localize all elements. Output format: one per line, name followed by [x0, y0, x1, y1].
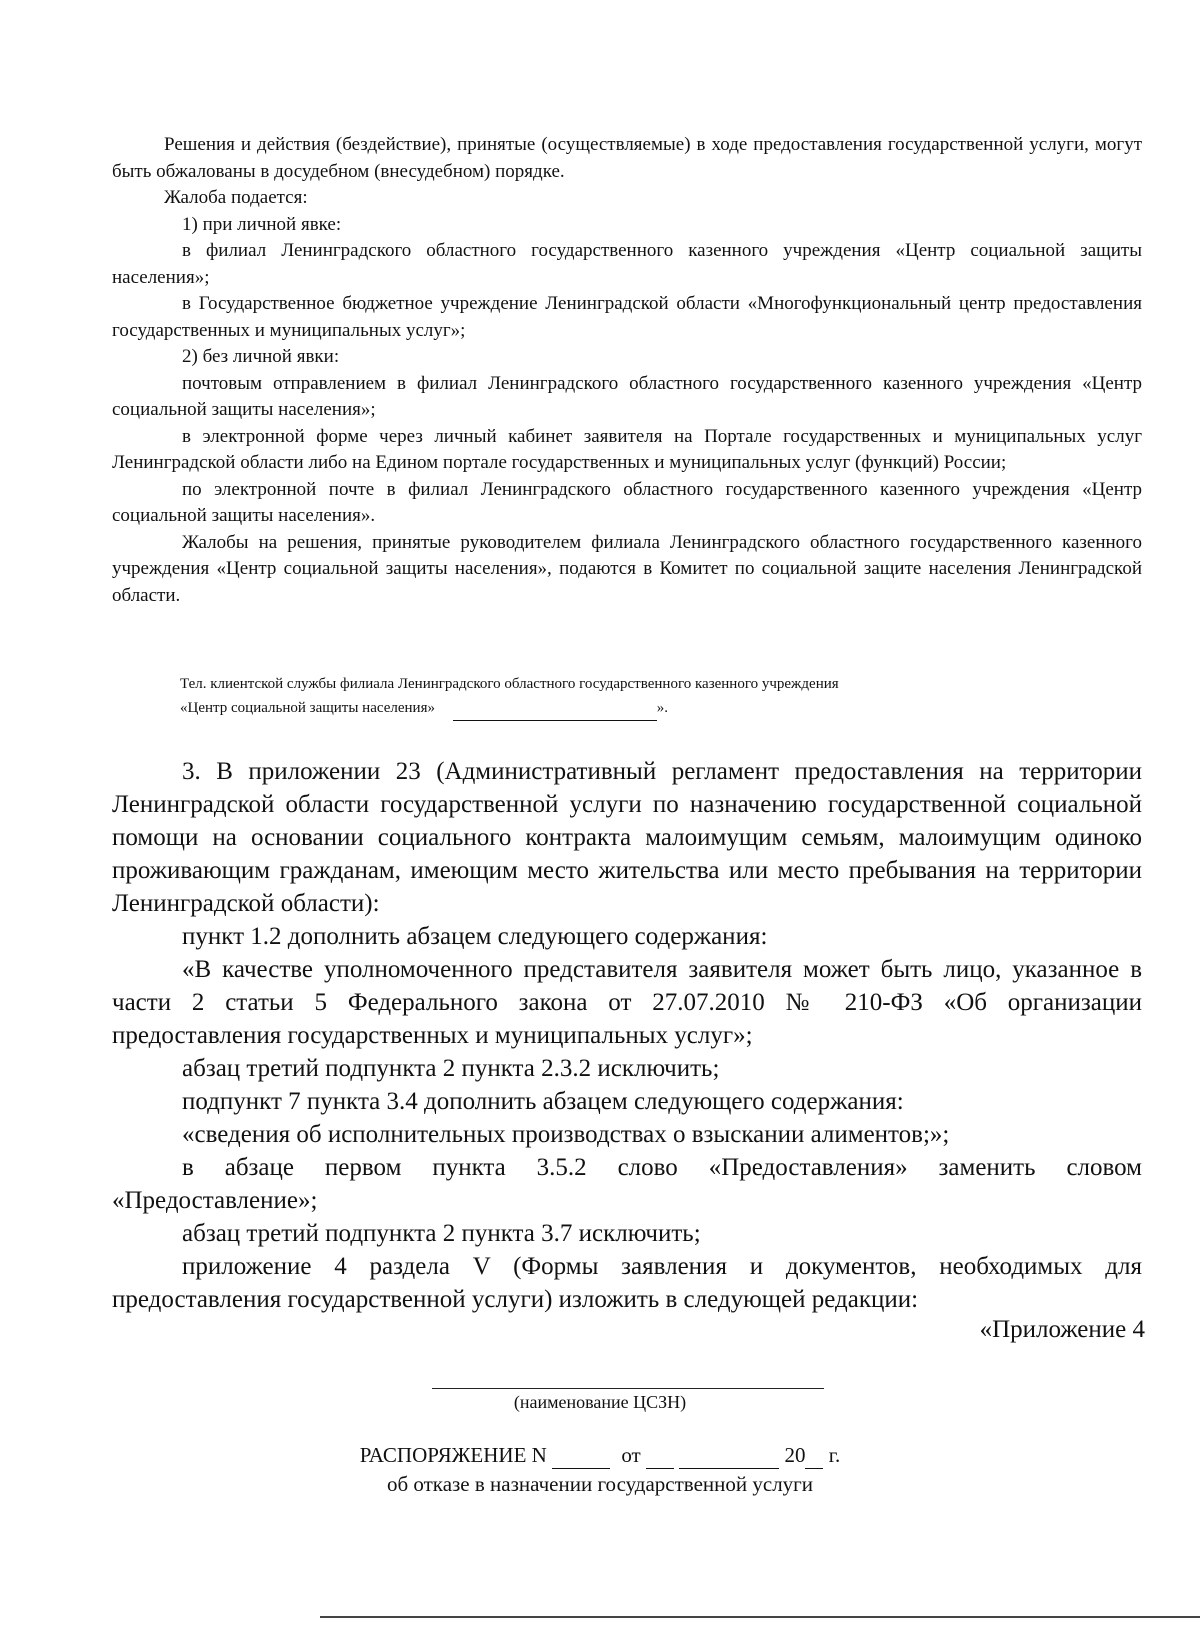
paragraph: 1) при личной явке: — [182, 213, 342, 235]
paragraph: 2) без личной явки: — [182, 346, 340, 367]
paragraph: в филиал Ленинградского областного государственного казенного учреждения «Центр социальной защиты населения»; — [112, 240, 1142, 288]
phone-note — [180, 672, 1120, 721]
phone-blank — [453, 696, 657, 721]
paragraph: 3. В приложении 23 (Административный регламент предоставления на территории Ленинградской области государственной услуги по назначению государственной социальной помощи на основании социального контракта малоимущим семьям, малоимущим одиноко проживающим гражданам, имеющим место жительства или место пребывания на территории Ленинградской области): — [112, 758, 1142, 917]
org-name-caption: (наименование ЦСЗН) — [513, 1392, 687, 1412]
paragraph: «В качестве уполномоченного представителя заявителя может быть лицо, указанное в части 2 статьи 5 Федерального закона от 27.07.2010 № 210-ФЗ «Об организации предоставления государственных и муниципальных услуг»; — [112, 956, 1142, 1049]
paragraph: подпункт 7 пункта 3.4 дополнить абзацем следующего содержания: — [182, 1088, 904, 1115]
paragraph: абзац третий подпункта 2 пункта 3.7 исключить; — [182, 1220, 701, 1247]
paragraph: в Государственное бюджетное учреждение Ленинградской области «Многофункциональный центр предоставления государственных и муниципальных услуг»; — [112, 293, 1142, 341]
paragraph: пункт 1.2 дополнить абзацем следующего содержания: — [182, 923, 768, 950]
order-title — [0, 1443, 1200, 1469]
section-3 — [112, 755, 1142, 1316]
paragraph: приложение 4 раздела V (Формы заявления и документов, необходимых для предоставления государственной услуги) изложить в следующей редакции: — [112, 1253, 1142, 1313]
scan-edge-line — [320, 1616, 1200, 1618]
year-blank — [805, 1443, 823, 1469]
paragraph: в электронной форме через личный кабинет заявителя на Портале государственных и муниципальных услуг Ленинградской области либо на Едином портале государственных и муниципальных услуг (функций) России; — [112, 425, 1142, 473]
paragraph: Решения и действия (бездействие), принятые (осуществляемые) в ходе предоставления государственной услуги, могут быть обжалованы в досудебном (внесудебном) порядке. — [112, 134, 1142, 182]
appeal-section — [112, 132, 1142, 609]
phone-note-line2 — [180, 696, 1120, 721]
paragraph: почтовым отправлением в филиал Ленинградского областного государственного казенного учреждения «Центр социальной защиты населения»; — [112, 372, 1142, 420]
day-blank — [646, 1443, 674, 1469]
appendix-label: «Приложение 4 — [979, 1316, 1145, 1343]
paragraph: абзац третий подпункта 2 пункта 2.3.2 исключить; — [182, 1055, 720, 1082]
org-name-line — [432, 1388, 824, 1389]
paragraph: «сведения об исполнительных производствах о взыскании алиментов;»; — [182, 1121, 950, 1148]
month-blank — [679, 1443, 779, 1469]
phone-note-end: ». — [656, 700, 668, 716]
paragraph: Жалоба подается: — [164, 187, 308, 208]
phone-note-org: «Центр социальной защиты населения» — [180, 700, 435, 716]
paragraph: по электронной почте в филиал Ленинградского областного государственного казенного учреждения «Центр социальной защиты населения». — [112, 478, 1142, 526]
phone-note-line1: Тел. клиентской службы филиала Ленинградского областного государственного казенного учреждения — [180, 676, 839, 692]
order-number-blank — [552, 1443, 610, 1469]
year-suffix: г. — [828, 1443, 841, 1467]
order-word: РАСПОРЯЖЕНИЕ N — [359, 1443, 547, 1467]
from-word: от — [621, 1443, 641, 1467]
paragraph: в абзаце первом пункта 3.5.2 слово «Предоставления» заменить словом «Предоставление»; — [112, 1154, 1142, 1214]
year-prefix: 20 — [784, 1443, 806, 1467]
paragraph: Жалобы на решения, принятые руководителем филиала Ленинградского областного государственного казенного учреждения «Центр социальной защиты населения», подаются в Комитет по социальной защите населения Ленинградской области. — [112, 531, 1142, 606]
order-subtitle: об отказе в назначении государственной услуги — [386, 1472, 814, 1496]
